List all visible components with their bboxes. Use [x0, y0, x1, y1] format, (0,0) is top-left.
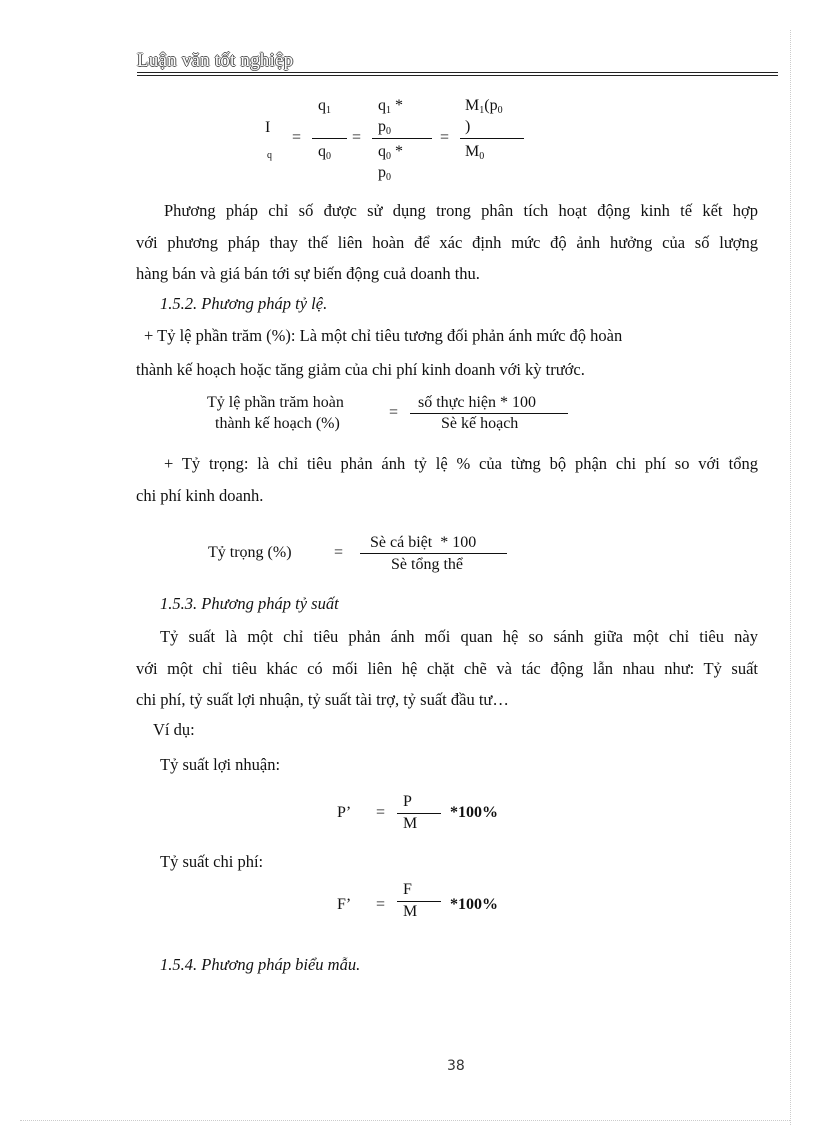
- paragraph-line: + Tỷ trọng: là chỉ tiêu phản ánh tỷ lệ % của từng bộ phận chi phí so với tổng: [164, 454, 758, 473]
- formula-tt-lhs: Tỷ trọng (%): [208, 544, 292, 561]
- paragraph-line: với một chỉ tiêu khác có mối liên hệ chặt chẽ và tác động lẫn nhau như: Tỷ suất: [136, 658, 758, 678]
- paragraph-line: Phương pháp chỉ số được sử dụng trong phân tích hoạt động kinh tế kết hợp: [164, 201, 758, 220]
- formula-f-bar: [397, 901, 441, 902]
- formula-f-tail: *100%: [450, 896, 498, 913]
- formula-f-denominator: M: [403, 903, 418, 920]
- paragraph-line: chi phí, tỷ suất lợi nhuận, tỷ suất tài trợ, tỷ suất đầu tư…: [136, 690, 509, 709]
- paragraph-proportion: [136, 448, 758, 511]
- paragraph-ratio-method: [136, 621, 758, 716]
- formula-iq-eq-1: =: [292, 129, 302, 146]
- formula-iq-frac2-num-a: $q_1$ *: [378, 97, 403, 116]
- formula-iq-frac2-den-c: $p_0$: [378, 164, 391, 183]
- paragraph-line: chi phí kinh doanh.: [136, 485, 264, 505]
- formula-iq-frac2-den-a: $q_0$ *: [378, 143, 403, 162]
- formula-iq-lhs-sub: q: [267, 150, 272, 161]
- page-edge-right: [790, 30, 791, 1125]
- formula-p-bar: [397, 813, 441, 814]
- section-heading-1-5-4: 1.5.4. Phương pháp biểu mẫu.: [160, 955, 361, 974]
- paragraph-line: hàng bán và giá bán tới sự biến động cuả doanh thu.: [136, 264, 480, 283]
- page-edge-bottom: [20, 1120, 790, 1121]
- formula-iq-lhs: I: [265, 119, 271, 136]
- paragraph-line: với phương pháp thay thế liên hoàn để xác định mức độ ảnh hưởng của số lượng: [136, 232, 758, 252]
- formula-tt-numerator: Sè cá biệt * 100: [370, 534, 477, 551]
- formula-iq-frac1-bar: [312, 138, 347, 139]
- header-rule-bottom: [137, 75, 778, 76]
- formula-p-eq: =: [376, 804, 386, 821]
- formula-p-tail: *100%: [450, 804, 498, 821]
- formula-iq-frac2-bar: [372, 138, 432, 139]
- example-label: Ví dụ:: [153, 720, 195, 739]
- formula-tt-eq: =: [334, 544, 344, 561]
- formula-iq-frac1-den: $q_0$: [318, 143, 331, 162]
- formula-tt-denominator: Sè tổng thể: [391, 556, 463, 573]
- formula-tt-bar: [360, 553, 507, 554]
- section-heading-1-5-2: 1.5.2. Phương pháp tỷ lệ.: [160, 294, 328, 313]
- formula-pct-lhs-line-2: thành kế hoạch (%): [215, 415, 340, 432]
- formula-p-numerator: P: [403, 793, 412, 810]
- paragraph-percent-line-2: thành kế hoạch hoặc tăng giảm của chi phí kinh doanh với kỳ trước.: [136, 360, 585, 379]
- profit-ratio-label: Tỷ suất lợi nhuận:: [160, 755, 281, 774]
- formula-iq-eq-2: =: [352, 129, 362, 146]
- formula-iq-frac3-bar: [460, 138, 524, 139]
- formula-f-numerator: F: [403, 881, 412, 898]
- paragraph-percent-line-1: + Tỷ lệ phần trăm (%): Là một chỉ tiêu tương đối phản ánh mức độ hoàn: [144, 326, 623, 345]
- formula-pct-bar: [410, 413, 568, 414]
- formula-pct-denominator: Sè kế hoạch: [441, 415, 519, 432]
- header-rule-top: [137, 72, 778, 73]
- formula-pct-lhs-line-1: Tỷ lệ phần trăm hoàn: [207, 394, 344, 411]
- formula-p-denominator: M: [403, 815, 418, 832]
- running-header-title: Luận văn tốt nghiệp: [137, 50, 294, 71]
- section-heading-1-5-3: 1.5.3. Phương pháp tỷ suất: [160, 594, 339, 613]
- formula-pct-eq: =: [389, 404, 399, 421]
- formula-iq-frac3-den: $M_0$: [465, 143, 485, 162]
- formula-iq-frac2-num-c: $p_0$: [378, 118, 391, 137]
- formula-iq-frac3-num-a: $M_1(p_0$: [465, 97, 503, 116]
- formula-iq-eq-3: =: [440, 129, 450, 146]
- formula-f-lhs: F’: [337, 896, 352, 913]
- paragraph-index-method: [136, 195, 758, 290]
- paragraph-line: Tỷ suất là một chỉ tiêu phản ánh mối quan hệ so sánh giữa một chỉ tiêu này: [160, 627, 758, 646]
- formula-iq-frac1-num: $q_1$: [318, 97, 331, 116]
- formula-p-lhs: P’: [337, 804, 352, 821]
- cost-ratio-label: Tỷ suất chi phí:: [160, 852, 264, 871]
- page-number: 38: [447, 1058, 465, 1074]
- formula-iq-frac3-num-c: ): [465, 118, 471, 135]
- formula-pct-numerator: số thực hiện * 100: [418, 394, 536, 411]
- formula-f-eq: =: [376, 896, 386, 913]
